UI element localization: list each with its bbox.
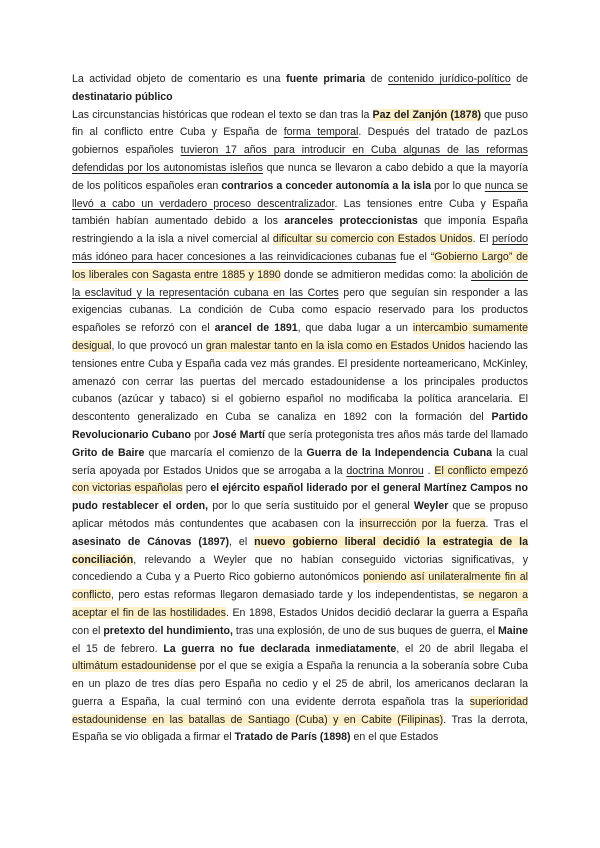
underlined-text: forma temporal [283,126,359,139]
text-run: el 15 de febrero. [72,642,164,655]
text-run: que nunca se llevaron a cabo debido a que la mayoría de los políticos españoles eran [72,161,528,192]
bold-text: pretexto del hundimiento, [103,624,233,637]
highlighted-text: insurrección por la fuerza [359,517,486,530]
text-run: La actividad objeto de comentario es una [72,73,287,85]
text-run: de [510,73,529,85]
text-run: por lo que sería sustituido por el general [208,500,414,513]
text-run: tras una explosión, de uno de sus buques de guerra, el [232,624,498,637]
bold-text: contrarios a conceder autonomía a la isla [221,179,432,192]
bold-text: Partido Revolucionario Cubano [72,411,528,441]
underlined-text: período más idóneo para hacer concesiones a las reinvidicaciones cubanas [72,233,529,263]
bold-text: Grito de Baire [72,446,145,459]
text-run: . Las tensiones entre Cuba y España también habían aumentado debido a los [72,197,528,228]
document-body [72,71,528,747]
text-run: , relevando a Weyler que no habían conseguido victorias significativas, y concediendo a Cuba y a Puerto Rico gobierno autonómicos [72,553,528,584]
underlined-text: abolición de la esclavitud y la representación cubana en las Cortes [72,268,529,299]
text-run: . Después del tratado de pazLos gobiernos españoles [72,126,528,157]
highlighted-text: superioridad estadounidense en las batallas de Santiago (Cuba) y en Cabite (Filipinas) [72,695,528,726]
bold-text: aranceles proteccionistas [284,215,418,228]
text-run: por el que se exigía a España la renuncia a la soberanía sobre Cuba en un plazo de tres días pero España no cedio y el 25 de abril, los americanos declaran la guerra a España, la cual terminó con una evidente derrota española tras la [72,660,529,708]
bold-text: Maine [497,624,529,637]
text-run: haciendo las tensiones entre Cuba y España cada vez más grandes. El presidente norteamericano, McKinley, amenazó con cerrar las puertas del mercado estadounidense a los principales productos cubanos (azúcar y tabaco) si el gobierno español no modificaba la política arancelaria. El descontento generalizado en Cuba se canaliza en 1892 con la formación del [72,339,528,424]
text-run: fue el [396,250,431,263]
text-run: . Tras el [485,517,528,530]
highlighted-text: “Gobierno Largo” de los liberales con Sagasta entre 1885 y 1890 [72,250,528,281]
intro-paragraph [72,71,528,107]
text-run: que se propuso aplicar métodos más contundentes que acabasen con la [72,500,528,530]
text-run: , que daba lugar a un [297,322,413,335]
text-run: en el que Estados [350,731,439,744]
bold-text: destinatario público [72,90,173,103]
text-run: por [191,428,213,441]
bold-text: asesinato de Cánovas (1897) [72,535,229,548]
text-run: que sería protegonista tres años más tarde del llamado [264,428,528,441]
text-run: . [423,464,435,477]
text-run: , el 20 de abril llegaba el [396,642,528,655]
bold-text: arancel de 1891 [214,322,298,335]
text-run: . En 1898, Estados Unidos decidió declarar la guerra a España con el [72,606,528,637]
highlighted-bold-text: Paz del Zanjón (1878) [372,108,481,121]
bold-text: Weyler [413,500,449,513]
text-run: que puso fin al conflicto entre Cuba y España de [72,108,528,139]
highlighted-bold-text: nuevo gobierno liberal decidió la estrategia de la conciliación [72,535,528,566]
highlighted-text: El conflicto empezó con victorias españolas [72,464,528,495]
underlined-text: contenido jurídico-político [388,73,511,85]
bold-text: José Martí [212,428,265,441]
text-run: de [365,73,389,85]
text-run: Las circunstancias históricas que rodean el texto se dan tras la [72,108,373,121]
highlighted-text: se negaron a aceptar el fin de las hostilidades [72,589,528,619]
underlined-text: nunca se llevó a cabo un verdadero proceso descentralizador [72,179,529,210]
text-run: donde se admitieron medidas como: la [280,268,472,281]
underlined-text: tuvieron 17 años para introducir en Cuba algunas de las reformas defendidas por los autonomistas isleños [72,144,528,174]
main-paragraph [72,107,528,748]
text-run: que imponía España restringiendo a la isla a nivel comercial al [72,215,529,246]
highlighted-text: poniendo así unilateralmente fin al conflicto [72,571,528,602]
text-run: pero que seguían sin responder a las exigencias cubanas. La condición de Cuba como espacio reservado para los productos españoles se reforzó con el [72,286,528,335]
underlined-text: doctrina Monrou [346,464,424,477]
bold-text: Guerra de la Independencia Cubana [306,446,493,459]
text-run: , pero estas reformas llegaron demasiado tarde y los independentistas, [110,589,463,602]
highlighted-text: gran malestar tanto en la isla como en Estados Unidos [205,339,466,352]
bold-text: fuente primaria [286,73,366,85]
bold-text: el ejército español liderado por el general Martínez Campos no pudo restablecer el orden, [72,482,528,513]
highlighted-text: dificultar su comercio con Estados Unidos [272,233,473,246]
bold-text: La guerra no fue declarada inmediatamente [163,642,397,655]
text-run: por lo que [431,179,485,192]
text-run: que marcaría el comienzo de la [144,446,307,459]
text-run: , lo que provocó un [111,339,206,352]
bold-text: Tratado de París (1898) [234,731,351,744]
text-run: . El [472,233,493,246]
text-run: la cual sería apoyada por Estados Unidos que se arrogaba a la [72,446,528,477]
text-run: pero [182,482,211,495]
text-run: , el [229,535,255,548]
highlighted-text: ultimátum estadounidense [72,660,197,673]
highlighted-text: intercambio sumamente desigual [72,322,528,352]
text-run: . Tras la derrota, España se vio obligada a firmar el [72,713,528,744]
